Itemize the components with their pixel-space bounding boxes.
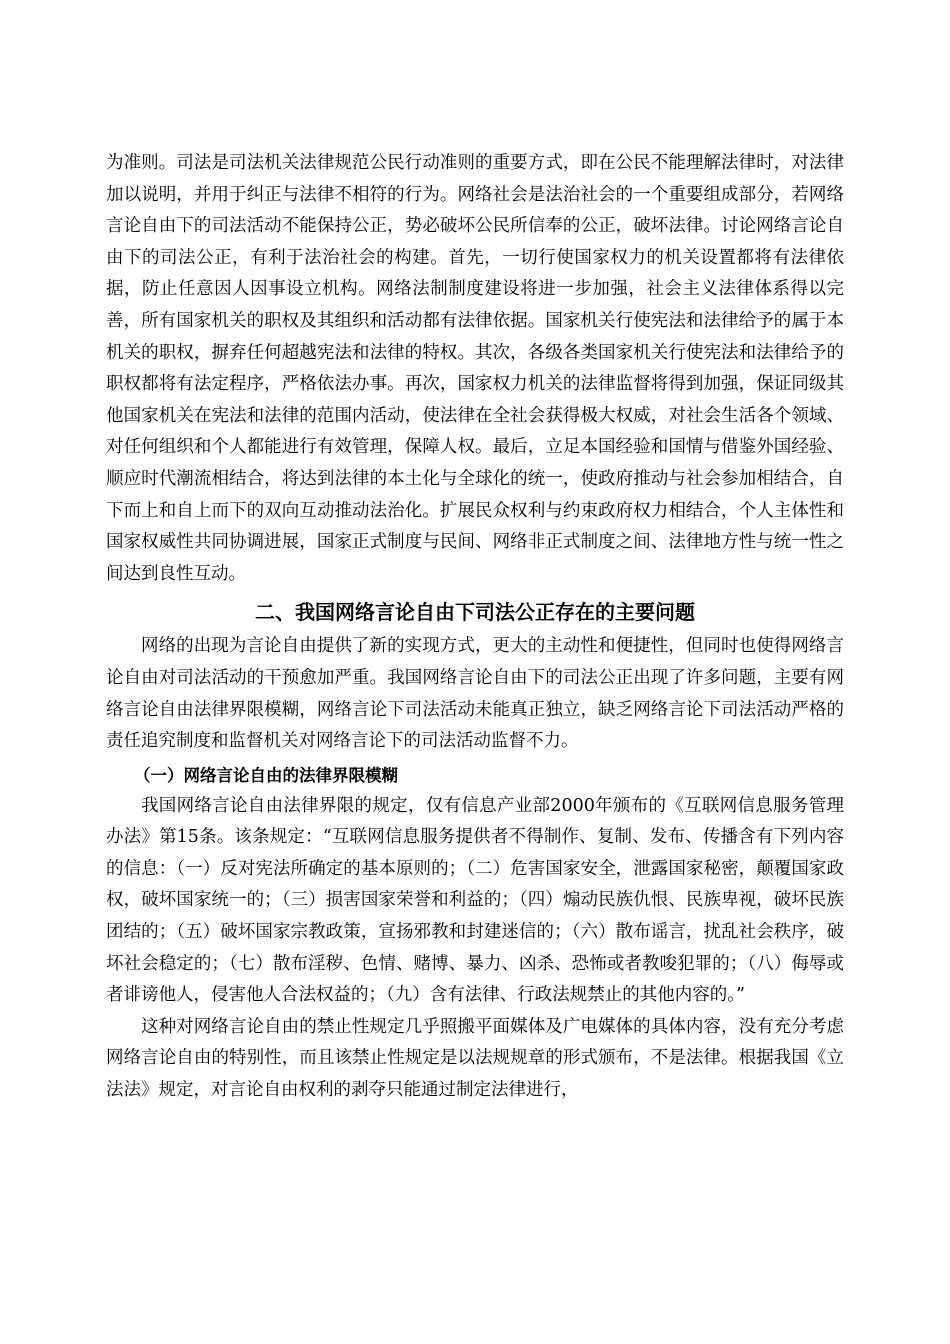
body-paragraph-analysis: 这种对网络言论自由的禁止性规定几乎照搬平面媒体及广电媒体的具体内容，没有充分考虑网络言论自由的特别性，而且该禁止性规定是以法规规章的形式颁布，不是法律。根据我国《立法法》规定，对言论自由权利的剥夺只能通过制定法律进行，	[106, 1016, 844, 1101]
document-page	[106, 148, 844, 1107]
body-paragraph-regulation: 我国网络言论自由法律界限的规定，仅有信息产业部2000年颁布的《互联网信息服务管理办法》第15条。该条规定：“互联网信息服务提供者不得制作、复制、发布、传播含有下列内容的信息：（一）反对宪法所确定的基本原则的；（二）危害国家安全，泄露国家秘密，颠覆国家政权，破坏国家统一的；（三）损害国家荣誉和利益的；（四）煽动民族仇恨、民族卑视，破坏民族团结的；（五）破坏国家宗教政策，宣扬邪教和封建迷信的；（六）散布谣言，扰乱社会秩序，破坏社会稳定的；（七）散布淫秽、色情、赌博、暴力、凶杀、恐怖或者教唆犯罪的；（八）侮辱或者诽谤他人，侵害他人合法权益的；（九）含有法律、行政法规禁止的其他内容的。”	[106, 795, 844, 1006]
subsection-heading: （一）网络言论自由的法律界限模糊	[134, 765, 399, 785]
body-paragraph-section: 网络的出现为言论自由提供了新的实现方式，更大的主动性和便捷性，但同时也使得网络言论自由对司法活动的干预愈加严重。我国网络言论自由下的司法公正出现了许多问题，主要有网络言论自由法律界限模糊，网络言论下司法活动未能真正独立，缺乏网络言论下司法活动严格的责任追究制度和监督机关对网络言论下的司法活动监督不力。	[106, 636, 844, 752]
section-heading: 二、我国网络言论自由下司法公正存在的主要问题	[255, 600, 695, 625]
body-paragraph-intro: 为准则。司法是司法机关法律规范公民行动准则的重要方式，即在公民不能理解法律时，对法律加以说明，并用于纠正与法律不相符的行为。网络社会是法治社会的一个重要组成部分，若网络言论自由下的司法活动不能保持公正，势必破坏公民所信奉的公正，破坏法律。讨论网络言论自由下的司法公正，有利于法治社会的构建。首先，一切行使国家权力的机关设置都将有法律依据，防止任意因人因事设立机构。网络法制制度建设将进一步加强，社会主义法律体系得以完善，所有国家机关的职权及其组织和活动都有法律依据。国家机关行使宪法和法律给予的属于本机关的职权，摒弃任何超越宪法和法律的特权。其次，各级各类国家机关行使宪法和法律给予的职权都将有法定程序，严格依法办事。再次，国家权力机关的法律监督将得到加强，保证同级其他国家机关在宪法和法律的范围内活动，使法律在全社会获得极大权威，对社会生活各个领域、对任何组织和个人都能进行有效管理，保障人权。最后，立足本国经验和国情与借鉴外国经验、顺应时代潮流相结合，将达到法律的本土化与全球化的统一，使政府推动与社会参加相结合，自下而上和自上而下的双向互动推动法治化。扩展民众权利与约束政府权力相结合，个人主体性和国家权威性共同协调进展，国家正式制度与民间、网络非正式制度之间、法律地方性与统一性之间达到良性互动。	[106, 153, 844, 584]
